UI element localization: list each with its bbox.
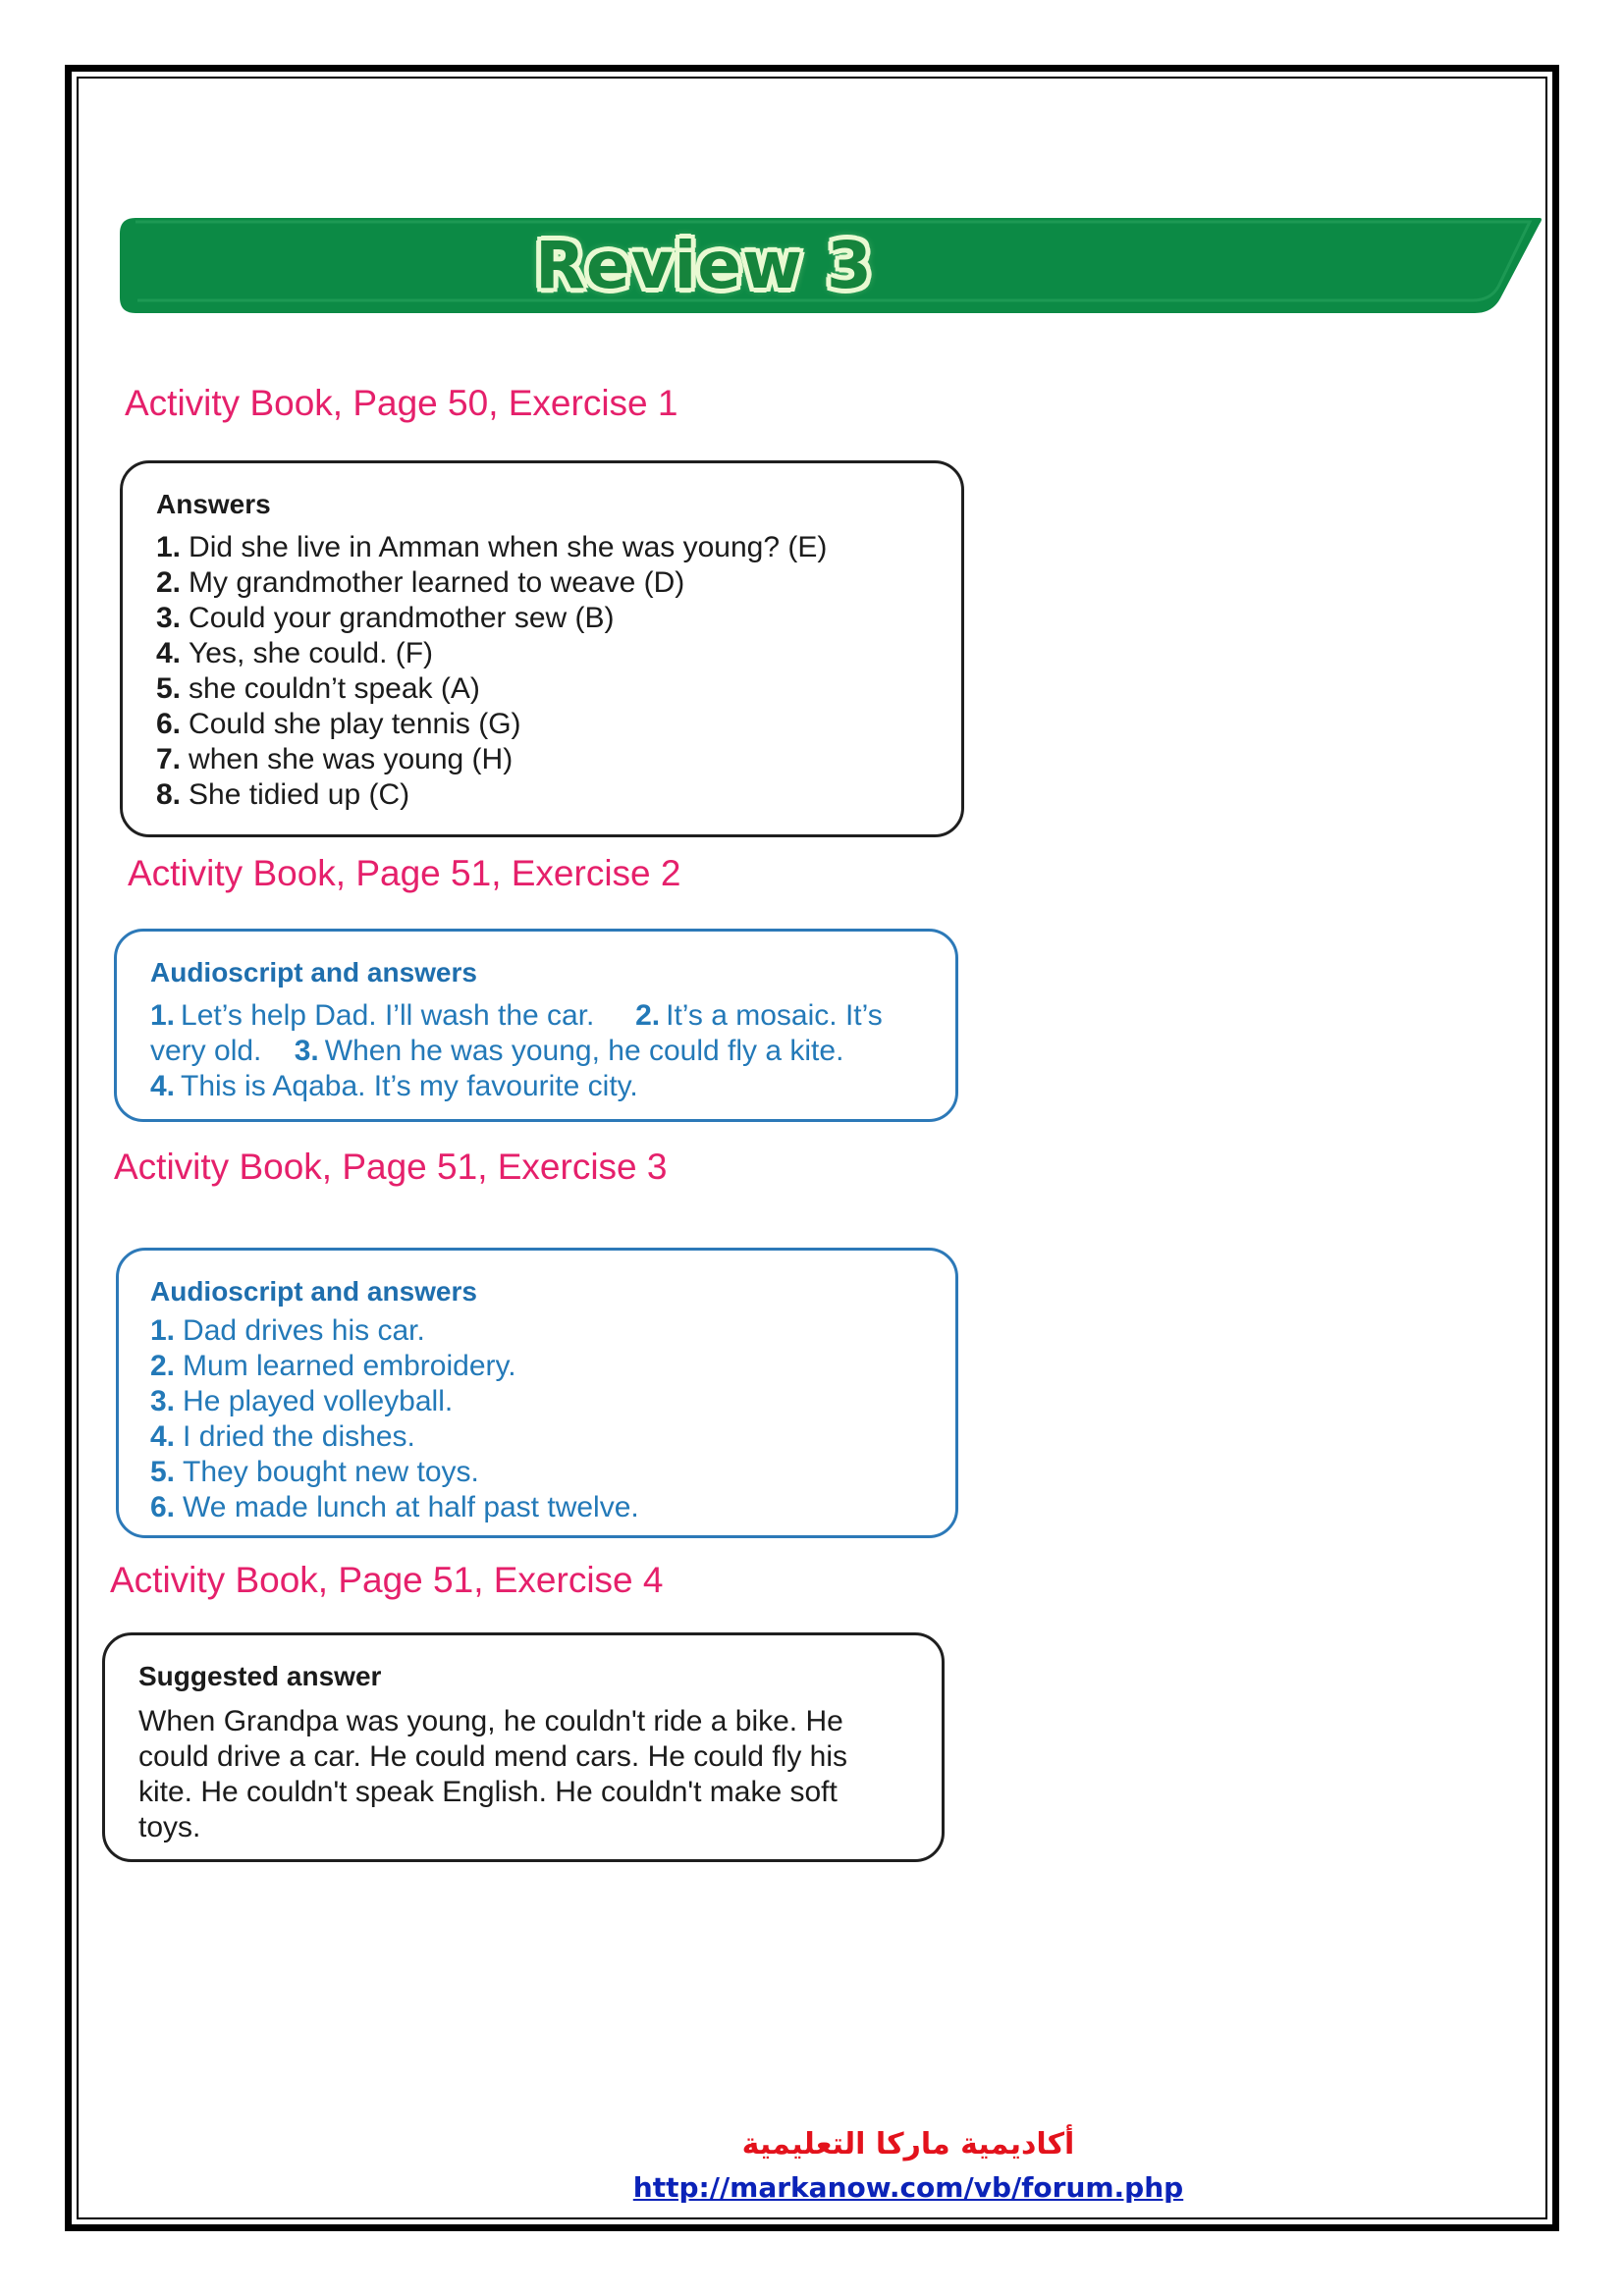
item-number: 3.	[294, 1035, 319, 1067]
answer-item	[150, 1313, 926, 1349]
audioscript-paragraph	[150, 998, 926, 1104]
item-number: 4.	[150, 1420, 176, 1453]
item-number: 1.	[150, 1314, 176, 1347]
item-text: I dried the dishes.	[183, 1420, 415, 1453]
item-number: 1.	[156, 531, 182, 563]
item-text: My grandmother learned to weave (D)	[189, 566, 685, 599]
suggested-answer-text: When Grandpa was young, he couldn't ride a bike. He could drive a car. He could mend cars. He could fly his kite. He couldn't speak English. He couldn't make soft toys.	[138, 1705, 848, 1843]
suggested-answer-box	[102, 1632, 945, 1862]
answer-item	[156, 707, 932, 742]
item-number: 2.	[635, 999, 661, 1032]
item-number: 2.	[150, 1350, 176, 1382]
item-text: He played volleyball.	[183, 1385, 454, 1417]
box-title: Audioscript and answers	[150, 1276, 477, 1307]
item-number: 6.	[156, 708, 182, 740]
item-text: We made lunch at half past twelve.	[183, 1491, 639, 1523]
page-title: Review 3	[535, 228, 873, 303]
item-number: 4.	[156, 637, 182, 669]
answer-item	[156, 636, 932, 671]
answer-item	[150, 1455, 926, 1490]
item-number: 6.	[150, 1491, 176, 1523]
item-text: This is Aqaba. It’s my favourite city.	[181, 1070, 638, 1102]
item-number: 3.	[150, 1385, 176, 1417]
section-heading-exercise-4: Activity Book, Page 51, Exercise 4	[110, 1560, 664, 1600]
item-number: 8.	[156, 778, 182, 811]
section-heading-exercise-3: Activity Book, Page 51, Exercise 3	[114, 1147, 668, 1187]
box-title: Answers	[156, 489, 271, 519]
item-number: 3.	[156, 602, 182, 634]
item-text: It’s a mosaic. It’s very old.	[150, 999, 883, 1067]
item-text: When he was young, he could fly a kite.	[324, 1035, 844, 1067]
item-text: Dad drives his car.	[183, 1314, 425, 1347]
box-title: Suggested answer	[138, 1661, 382, 1691]
answer-item	[156, 565, 932, 601]
answer-item	[150, 1349, 926, 1384]
answer-item	[156, 601, 932, 636]
item-text: Yes, she could. (F)	[189, 637, 434, 669]
answer-list	[156, 530, 932, 813]
item-text: Could your grandmother sew (B)	[189, 602, 615, 634]
item-text: Did she live in Amman when she was young? (E)	[189, 531, 828, 563]
item-text: Could she play tennis (G)	[189, 708, 521, 740]
answer-item	[156, 530, 932, 565]
answers-box-exercise-1	[120, 460, 964, 837]
item-text: Mum learned embroidery.	[183, 1350, 516, 1382]
item-text: when she was young (H)	[189, 743, 514, 775]
item-text: They bought new toys.	[183, 1456, 479, 1488]
section-heading-exercise-1: Activity Book, Page 50, Exercise 1	[125, 383, 678, 423]
footer-forum-link[interactable]: http://markanow.com/vb/forum.php	[632, 2171, 1184, 2204]
item-number: 5.	[156, 672, 182, 705]
item-text: She tidied up (C)	[189, 778, 410, 811]
item-number: 1.	[150, 999, 176, 1032]
answer-item	[156, 777, 932, 813]
item-number: 4.	[150, 1070, 176, 1102]
item-number: 7.	[156, 743, 182, 775]
answer-item	[150, 1490, 926, 1525]
answer-list	[150, 1313, 926, 1525]
answer-item	[156, 671, 932, 707]
audioscript-box-exercise-3	[116, 1248, 958, 1538]
answer-item	[150, 1419, 926, 1455]
section-heading-exercise-2: Activity Book, Page 51, Exercise 2	[128, 853, 681, 893]
item-number: 5.	[150, 1456, 176, 1488]
item-number: 2.	[156, 566, 182, 599]
answer-item	[156, 742, 932, 777]
box-title: Audioscript and answers	[150, 957, 477, 988]
audioscript-box-exercise-2	[114, 929, 958, 1122]
footer-academy-name: أكاديمية ماركا التعليمية	[741, 2127, 1075, 2162]
review-banner	[120, 218, 1542, 313]
item-text: she couldn’t speak (A)	[189, 672, 480, 705]
answer-item	[150, 1384, 926, 1419]
item-text: Let’s help Dad. I’ll wash the car.	[181, 999, 595, 1032]
